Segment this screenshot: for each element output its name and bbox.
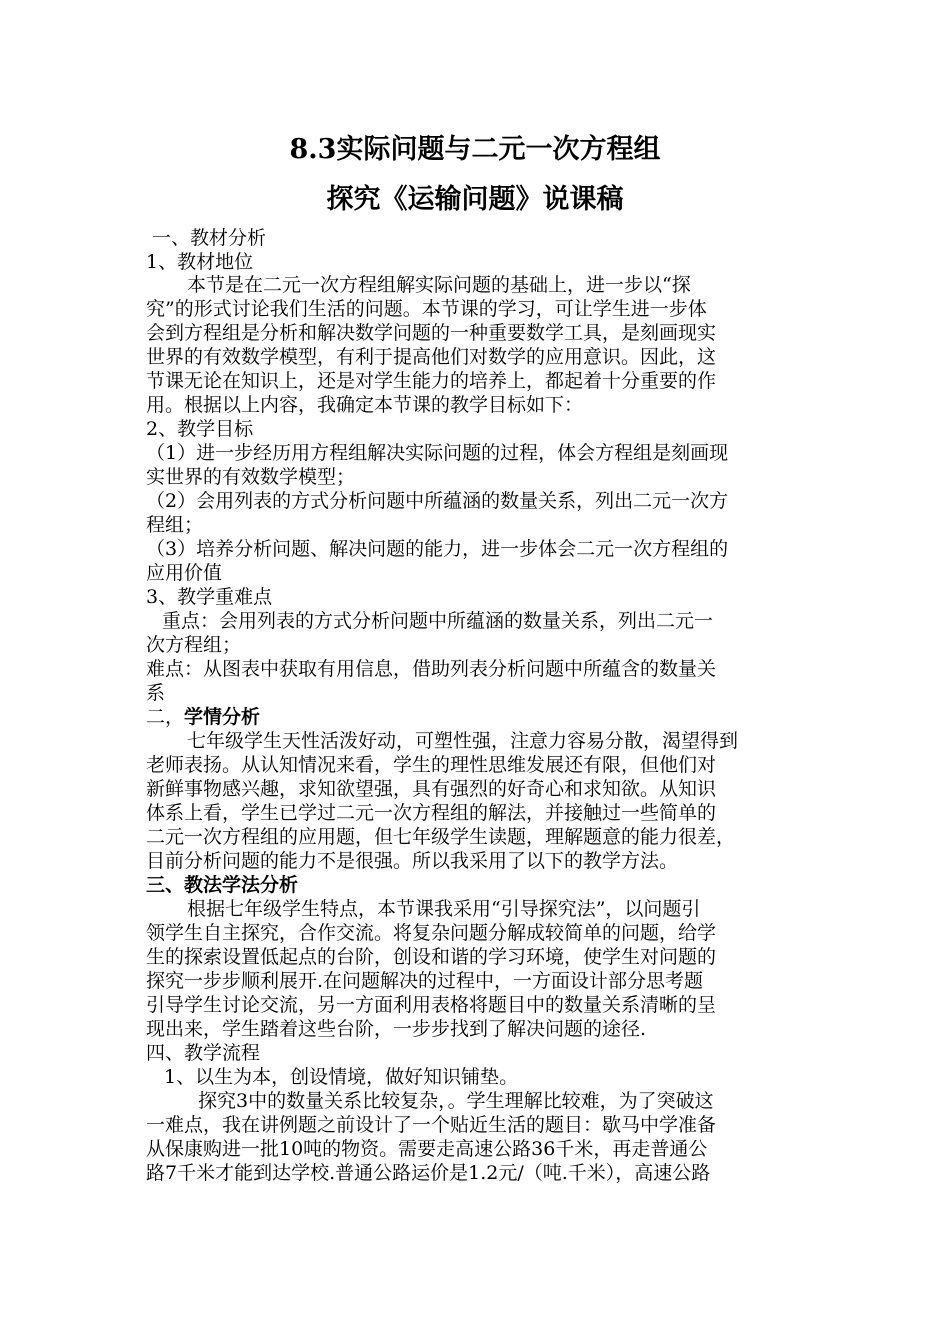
subsection-heading: 1、以生为本，创设情境，做好知识铺垫。 <box>164 1066 519 1088</box>
paragraph-line: 根据七年级学生特点，本节课我采用“引导探究法”，以问题引 <box>187 898 701 920</box>
paragraph-line: 程组； <box>146 514 204 536</box>
paragraph-line: 体系上看，学生已学过二元一次方程组的解法，并接触过一些简单的 <box>146 802 717 824</box>
paragraph-line: 生的探索设置低起点的台阶，创设和谐的学习环境，使学生对问题的 <box>146 946 717 968</box>
section-number: 二， <box>146 706 185 728</box>
section-heading <box>146 706 260 729</box>
section-title: 学情分析 <box>184 706 261 728</box>
paragraph-line: 探究一步步顺利展开.在问题解决的过程中，一方面设计部分思考题 <box>146 970 704 992</box>
paragraph-line: 次方程组； <box>146 634 242 656</box>
paragraph-line: 会到方程组是分析和解决数学问题的一种重要数学工具，是刻画现实 <box>146 322 717 344</box>
paragraph-line: 从保康购进一批10吨的物资。需要走高速公路36千米，再走普通公 <box>146 1138 708 1160</box>
paragraph-line: 节课无论在知识上，还是对学生能力的培养上，都起着十分重要的作 <box>146 370 717 392</box>
paragraph-line: 实世界的有效数学模型； <box>146 466 356 488</box>
paragraph-line: 本节是在二元一次方程组解实际问题的基础上，进一步以“探 <box>187 274 691 296</box>
title-line-2: 探究《运输问题》说课稿 <box>326 184 624 215</box>
paragraph-line: 七年级学生天性活泼好动，可塑性强，注意力容易分散，渴望得到 <box>187 730 739 752</box>
paragraph-line: 领学生自主探究，合作交流。将复杂问题分解成较简单的问题，给学 <box>146 922 717 944</box>
paragraph-line: 世界的有效数学模型，有利于提高他们对数学的应用意识。因此，这 <box>146 346 717 368</box>
paragraph-line: 新鲜事物感兴趣，求知欲望强，具有强烈的好奇心和求知欲。从知识 <box>146 778 717 800</box>
paragraph-line: 老师表扬。从认知情况来看，学生的理性思维发展还有限，但他们对 <box>146 754 717 776</box>
subsection-heading: 2、教学目标 <box>146 418 254 440</box>
paragraph-line: 路7千米才能到达学校.普通公路运价是1.2元/（吨.千米），高速公路 <box>146 1162 711 1184</box>
section-heading: 一、教材分析 <box>152 227 267 249</box>
paragraph-line: （3）培养分析问题、解决问题的能力，进一步体会二元一次方程组的 <box>146 538 729 560</box>
paragraph-line: （2）会用列表的方式分析问题中所蕴涵的数量关系，列出二元一次方 <box>146 490 729 512</box>
paragraph-line: 探究3中的数量关系比较复杂，。学生理解比较难，为了突破这 <box>198 1090 714 1112</box>
paragraph-line: 难点：从图表中获取有用信息，借助列表分析问题中所蕴含的数量关 <box>146 658 717 680</box>
paragraph-line: 用。根据以上内容，我确定本节课的教学目标如下： <box>146 394 584 416</box>
paragraph-line: 一难点，我在讲例题之前设计了一个贴近生活的题目：歇马中学准备 <box>146 1114 717 1136</box>
paragraph-line: 现出来，学生踏着这些台阶，一步步找到了解决问题的途径. <box>146 1018 647 1040</box>
paragraph-line: 目前分析问题的能力不是很强。所以我采用了以下的教学方法。 <box>146 850 679 872</box>
title-line-1: 8.3实际问题与二元一次方程组 <box>289 134 661 165</box>
paragraph-line: 究”的形式讨论我们生活的问题。本节课的学习，可让学生进一步体 <box>146 298 707 320</box>
paragraph-line: （1）进一步经历用方程组解决实际问题的过程，体会方程组是刻画现 <box>146 442 729 464</box>
paragraph-line: 系 <box>146 682 166 704</box>
paragraph-line: 重点：会用列表的方式分析问题中所蕴涵的数量关系，列出二元一 <box>162 610 714 632</box>
paragraph-line: 应用价值 <box>146 562 223 584</box>
subsection-heading: 1、教材地位 <box>146 251 254 273</box>
section-heading: 三、教法学法分析 <box>146 874 299 896</box>
paragraph-line: 二元一次方程组的应用题，但七年级学生读题，理解题意的能力很差， <box>146 826 736 848</box>
subsection-heading: 3、教学重难点 <box>146 586 273 608</box>
section-heading: 四、教学流程 <box>146 1042 261 1064</box>
paragraph-line: 引导学生讨论交流，另一方面利用表格将题目中的数量关系清晰的呈 <box>146 994 717 1016</box>
